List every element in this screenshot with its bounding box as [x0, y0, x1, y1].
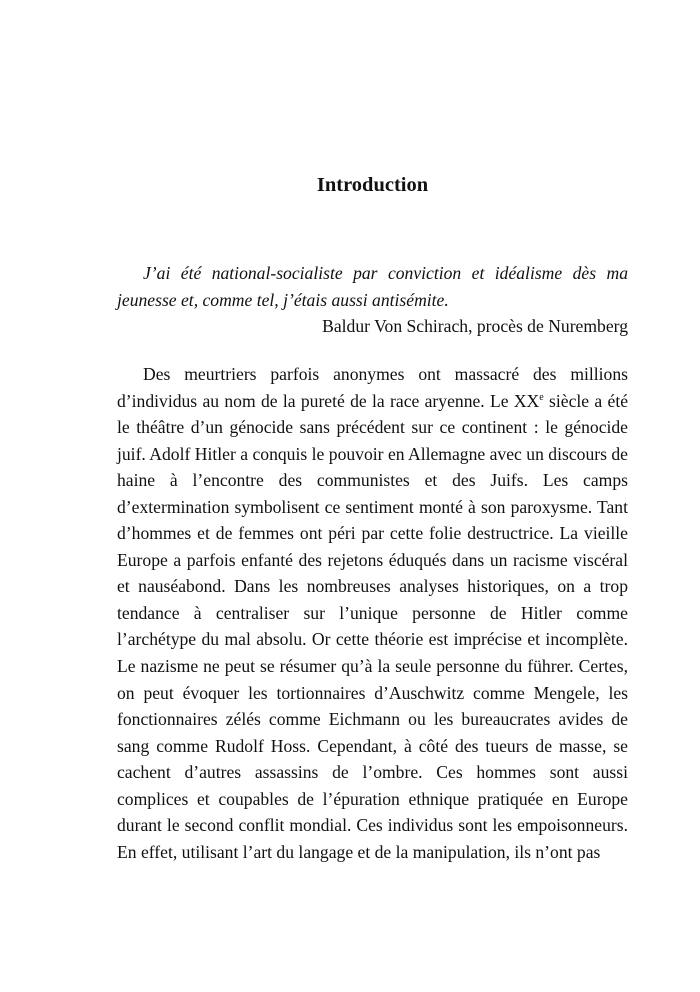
epigraph-source: Baldur Von Schirach, procès de Nuremberg — [322, 316, 628, 336]
epigraph — [117, 260, 628, 340]
chapter-title: Introduction — [316, 174, 429, 196]
body-text-part1: Des meurtriers parfois anonymes ont massacré des millions d’individus au nom de la pureté de la race aryenne. Le XX — [117, 364, 628, 411]
body-paragraph — [117, 361, 628, 865]
body-text-part2: siècle a été le théâtre d’un génocide sans précédent sur ce continent : le génocide juif. Adolf Hitler a conquis le pouvoir en Allemagne avec un discours de haine à l’encontre des communistes et des Juifs. Les camps d’extermination symbolisent ce sentiment monté à son paroxysme. Tant d’hommes et de femmes ont péri par cette folie destructrice. La vieille Europe a parfois enfanté des rejetons éduqués dans un racisme viscéral et nauséabond. Dans les nombreuses analyses historiques, on a trop tendance à centraliser sur l’unique personne de Hitler comme l’archétype du mal absolu. Or cette théorie est imprécise et incomplète. Le nazisme ne peut se résumer qu’à la seule personne du führer. Certes, on peut évoquer les tortionnaires d’Auschwitz comme Mengele, les fonctionnaires zélés comme Eichmann ou les bureaucrates avides de sang comme Rudolf Hoss. Cependant, à côté des tueurs de masse, se cachent d’autres assassins de l’ombre. Ces hommes sont aussi complices et coupables de l’épuration ethnique pratiquée en Europe durant le second conflit mondial. Ces individus sont les empoisonneurs. En effet, utilisant l’art du langage et de la manipulation, ils n’ont pas — [117, 390, 629, 862]
century-superscript: e — [539, 391, 544, 403]
epigraph-quote: J’ai été national-socialiste par conviction et idéalisme dès ma jeunesse et, comme tel, j’étais aussi antisémite. — [117, 263, 628, 310]
